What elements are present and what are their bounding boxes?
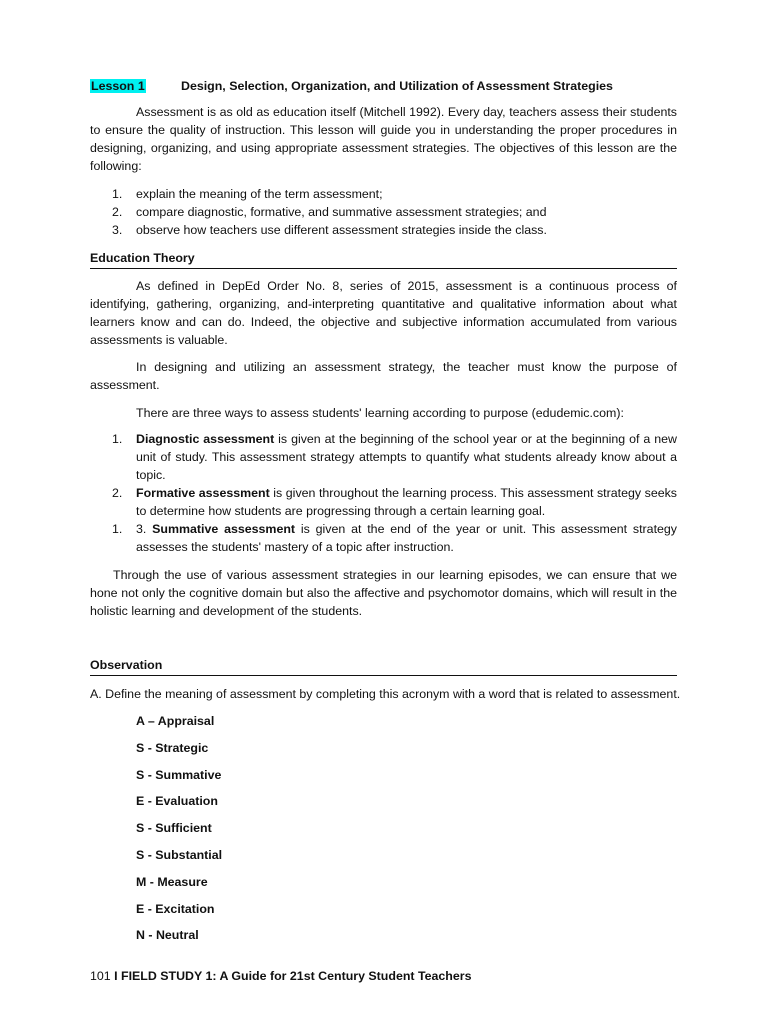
acronym-item: N - Neutral [136,928,199,943]
list-item: 1. 3. Summative assessment is given at the end of the year or unit. This assessment strategy assesses the students' mastery of a topic after instruction. [112,522,677,554]
list-item: 3. observe how teachers use different assessment strategies inside the class. [112,223,547,237]
lesson-tag: Lesson 1 [91,79,145,93]
lesson-title: Design, Selection, Organization, and Utilization of Assessment Strategies [181,79,613,93]
page-number: 101 [90,969,111,983]
theory-paragraph-4: Through the use of various assessment strategies in our learning episodes, we can ensure that we hone not only the cognitive domain but also the affective and psychomotor domains, which will result in the holistic learning and development of the students. [90,568,677,618]
intro-paragraph: Assessment is as old as education itself (Mitchell 1992). Every day, teachers assess their students to ensure the quality of instruction. This lesson will guide you in understanding the proper procedures in designing, organizing, and using appropriate assessment strategies. The objectives of this lesson are the following: [90,105,677,173]
section-heading-education-theory: Education Theory [90,249,677,269]
acronym-item: S - Substantial [136,847,223,862]
list-item: 1. Diagnostic assessment is given at the beginning of the school year or at the beginning of a new unit of study. This assessment strategy attempts to quantify what students already know about a topic. [112,432,677,482]
acronym-item: A – Appraisal [136,714,215,728]
theory-paragraph-2: In designing and utilizing an assessment strategy, the teacher must know the purpose of assessment. [90,360,677,392]
theory-paragraph-3: There are three ways to assess students' learning according to purpose (edudemic.com): [136,406,624,420]
page-footer [90,967,690,985]
acronym-item: E - Excitation [136,901,215,916]
objectives-list [90,185,677,239]
footer-title: I FIELD STUDY 1: A Guide for 21st Century Student Teachers [114,969,472,983]
acronym-item: S - Sufficient [136,821,212,836]
list-item: 2. compare diagnostic, formative, and summative assessment strategies; and [112,205,547,219]
assessment-types-list [90,430,677,556]
acronym-item: S - Strategic [136,740,209,755]
acronym-item: M - Measure [136,874,208,889]
section-heading-observation: Observation [90,656,677,676]
acronym-item: S - Summative [136,767,222,782]
acronym-item: E - Evaluation [136,794,218,809]
theory-paragraph-1: As defined in DepEd Order No. 8, series of 2015, assessment is a continuous process of identifying, gathering, organizing, and-interpreting quantitative and qualitative information about what learners know and can do. Indeed, the objective and subjective information accumulated from various assessments is valuable. [90,279,677,347]
observation-instruction: A. Define the meaning of assessment by completing this acronym with a word that is related to assessment. [90,687,681,701]
lesson-header [90,77,677,95]
acronym-list [136,712,222,953]
list-item: 1. explain the meaning of the term assessment; [112,187,383,201]
list-item: 2. Formative assessment is given throughout the learning process. This assessment strategy seeks to determine how students are progressing through a certain learning goal. [112,486,677,518]
